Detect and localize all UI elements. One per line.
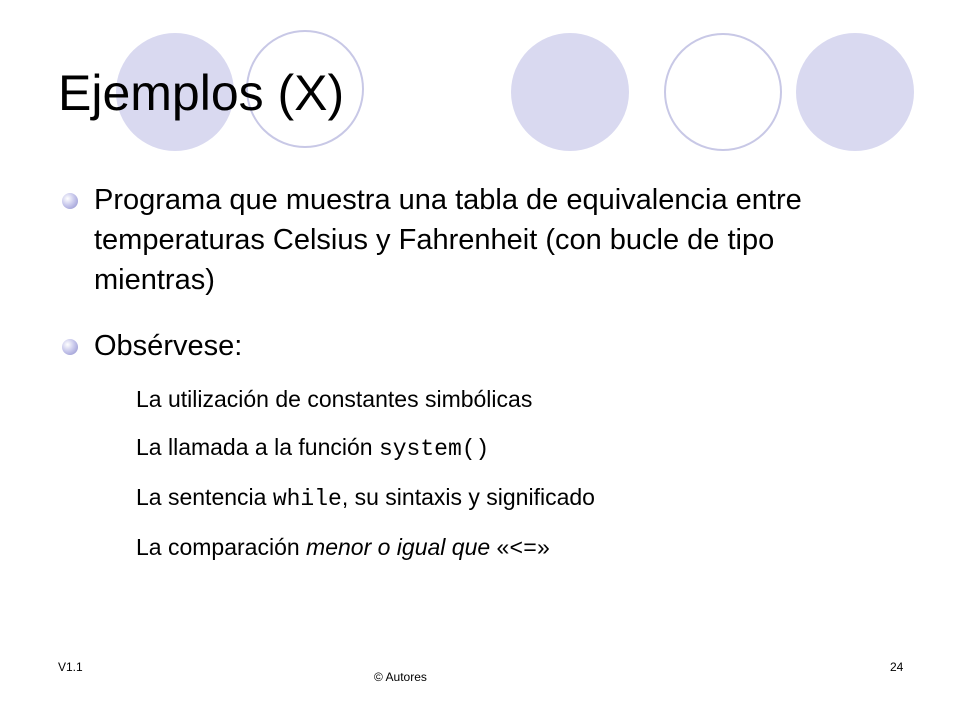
footer-page-number: 24 [890,660,904,674]
sub-bullet-item [58,532,818,564]
sub-bullet-text: « [490,534,510,560]
bullet-icon [62,193,78,209]
sub-bullet-text: La sentencia [136,484,273,510]
sub-bullet-list [58,384,818,564]
code-text: while [272,486,342,512]
bullet-item-2 [58,326,818,366]
bullet-item-1 [58,180,818,300]
decorative-circle-4 [664,33,782,151]
sub-bullet-item [58,384,818,414]
slide-title: Ejemplos (X) [58,65,345,121]
italic-text: menor o igual que [306,534,491,560]
sub-bullet-item [58,432,818,464]
code-text: system() [378,436,490,462]
footer-authors: © Autores [374,670,427,684]
decorative-circle-5 [796,33,914,151]
bullet-list [58,180,818,582]
bullet-text: Obsérvese: [94,330,243,362]
sub-bullet-text: , su sintaxis y significado [341,484,595,510]
sub-bullet-text: » [536,534,550,560]
decorative-circle-3 [511,33,629,151]
bullet-icon [62,339,78,355]
sub-bullet-text: La utilización de constantes simbólicas [136,386,533,412]
sub-bullet-item [58,482,818,514]
bullet-text: Programa que muestra una tabla de equivalencia entre temperaturas Celsius y Fahrenheit (con bucle de tipo mientras) [94,184,802,296]
code-text: <= [509,536,537,562]
footer-version: V1.1 [58,660,83,674]
sub-bullet-text: La llamada a la función [136,434,379,460]
sub-bullet-text: La comparación [136,534,307,560]
